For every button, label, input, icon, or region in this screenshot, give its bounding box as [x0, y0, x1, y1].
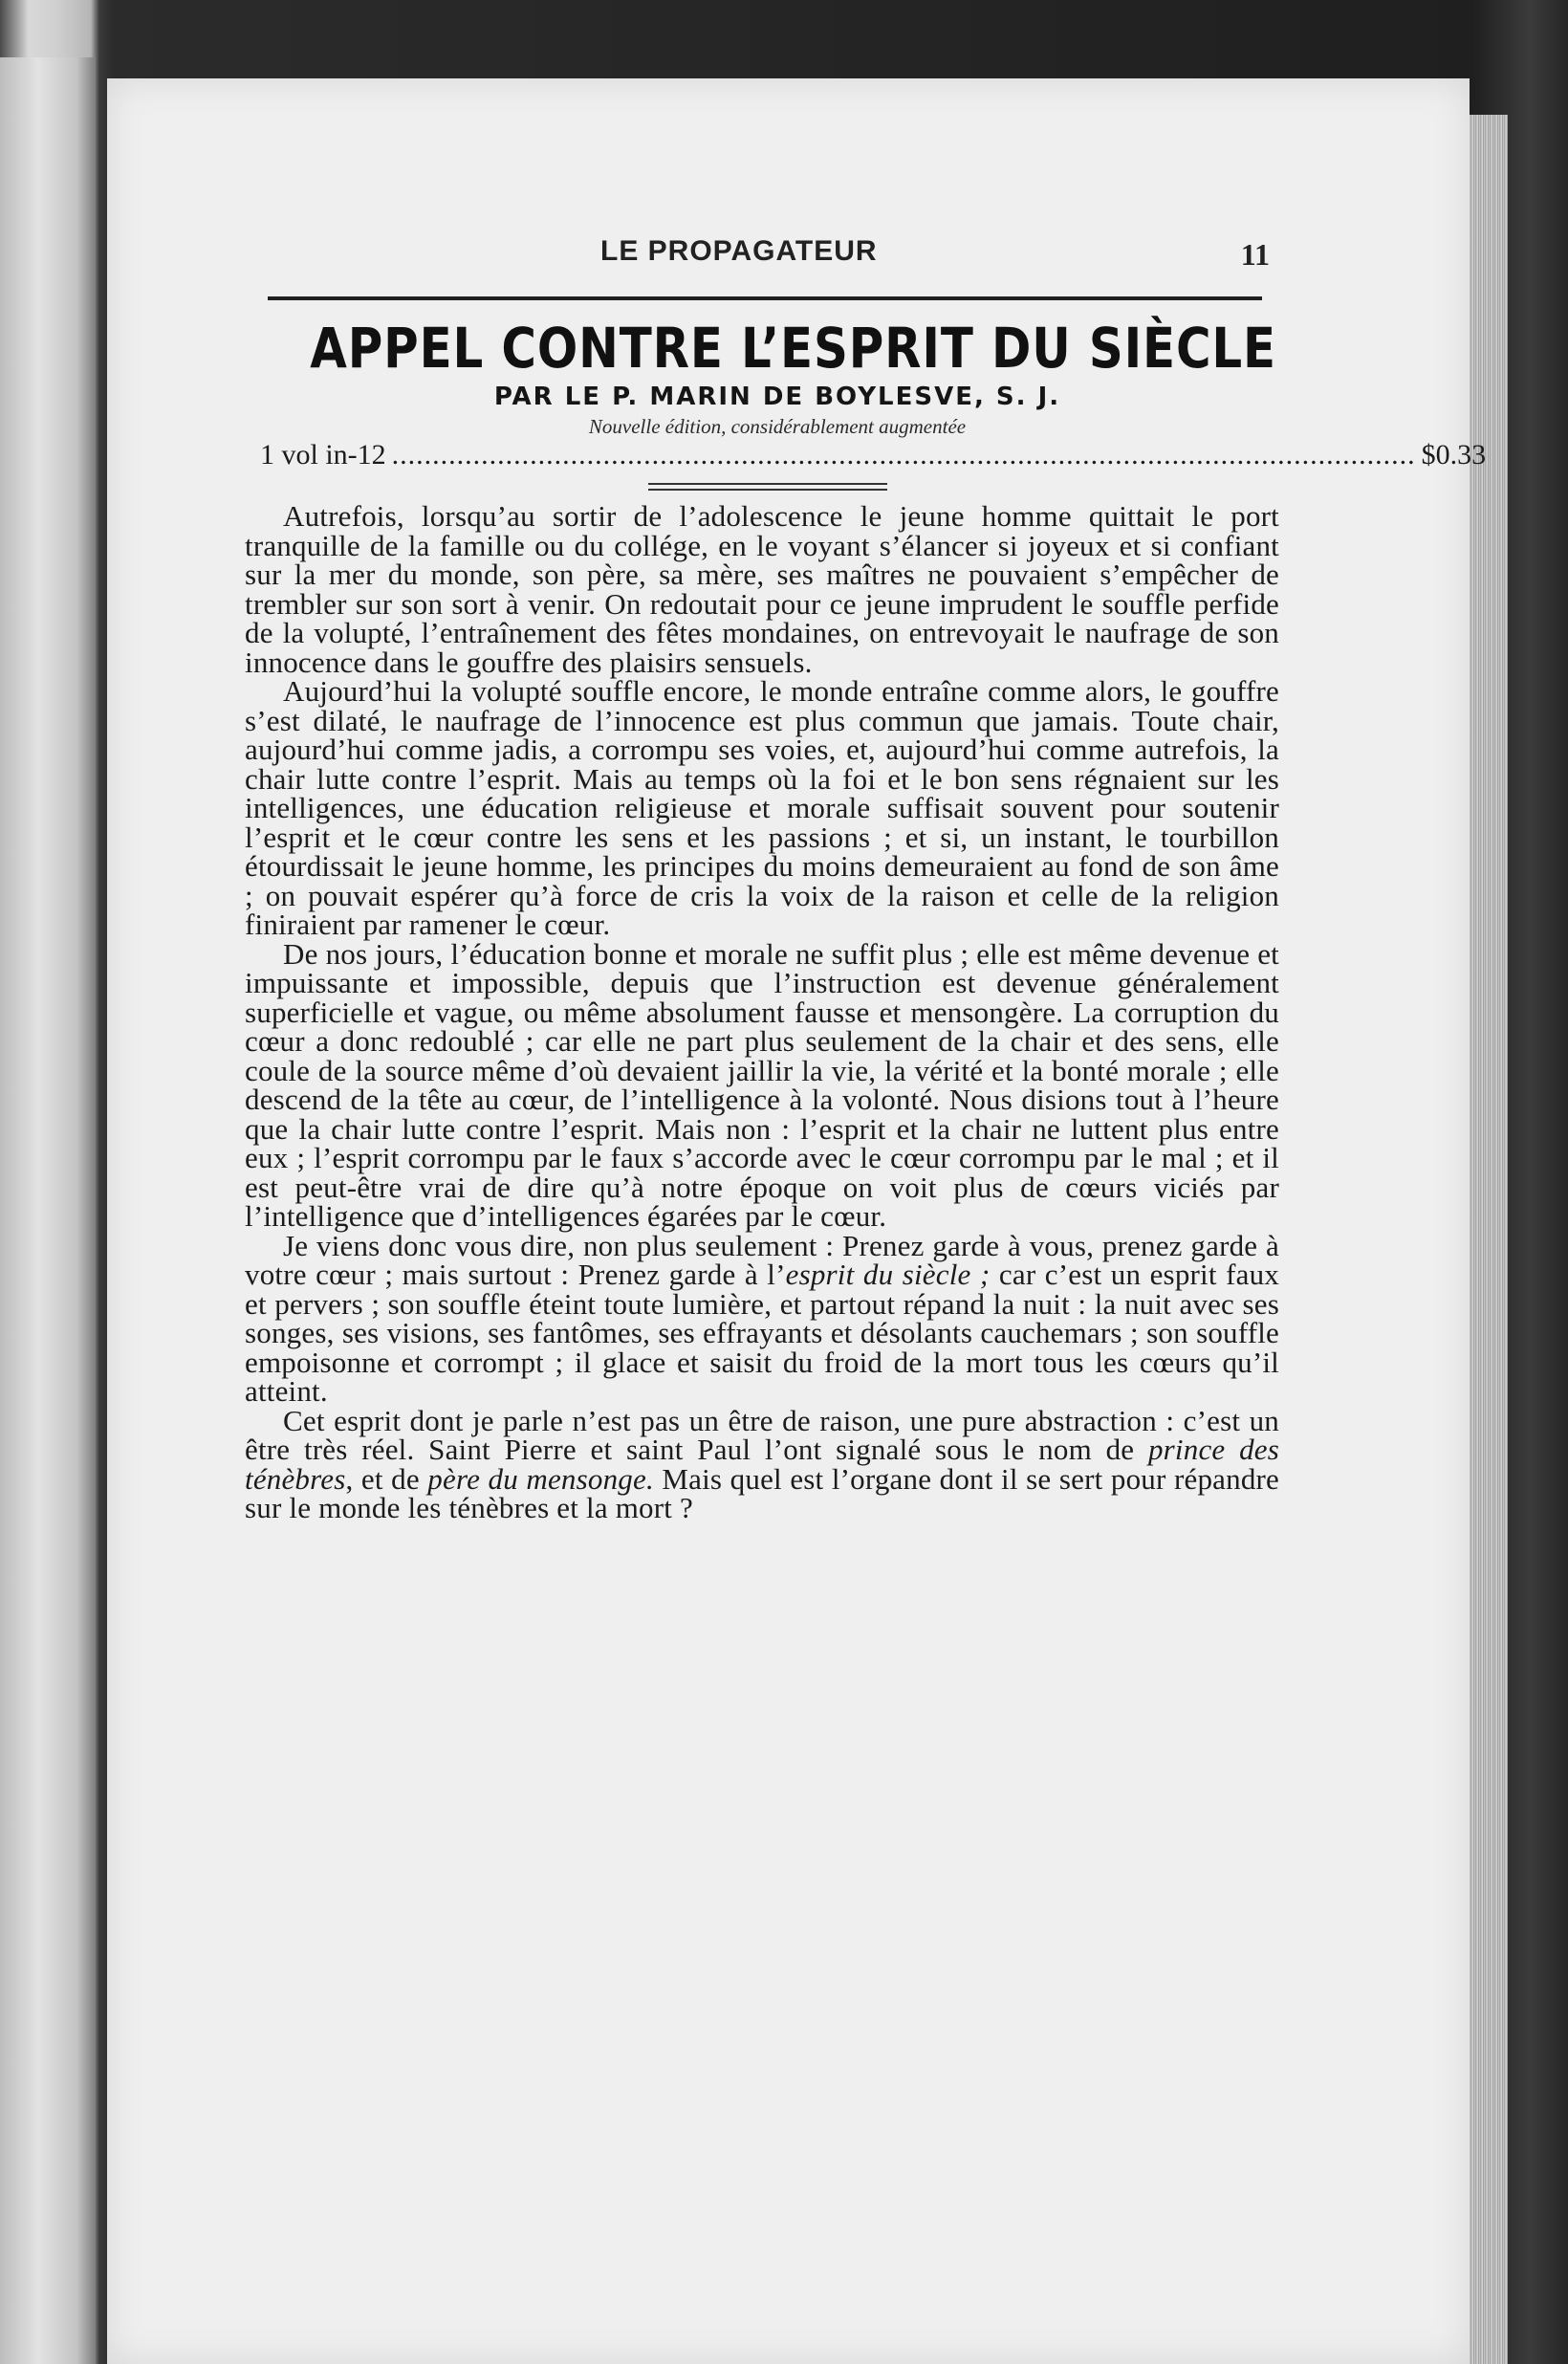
header-rule — [268, 296, 1262, 300]
italic-phrase: père du mensonge. — [427, 1461, 654, 1496]
paragraph-3 — [245, 936, 1279, 1233]
volume-format: 1 vol in-12 — [260, 439, 386, 471]
paragraph-text: Aujourd’hui la volupté souffle encore, le monde entraîne comme alors, le gouffre s’est dilaté, le naufrage de l’innocence est plus commun que jamais. Toute chair, aujourd’hui comme jadis, a corrompu ses voies, et, aujourd’hui comme autrefois, la chair lutte contre l’esprit. Mais au temps où la foi et le bon sens régnaient sur les intelligences, une éducation religieuse et morale suffisait souvent pour soutenir l’esprit et le cœur contre les sens et les passions ; et si, un instant, le tourbillon étourdissait le jeune homme, les principes du moins demeuraient au fond de son âme ; on pouvait espérer qu’à force de cris la voix de la raison et celle de la religion finiraient par ramener le cœur. — [245, 674, 1279, 941]
italic-phrase: esprit du siècle ; — [785, 1258, 991, 1291]
running-head — [237, 235, 1279, 285]
paragraph-2 — [245, 674, 1279, 941]
dot-leader: .............................................................................................................................. — [391, 439, 1416, 471]
article-title: APPEL CONTRE L’ESPRIT DU SIÈCLE — [310, 316, 1277, 381]
paragraph-text: car c’est un esprit faux et pervers ; son souffle éteint toute lumière, et partout répand la nuit : la nuit avec ses songes, ses visions, ses fantômes, ses effrayants et désolants cauchemars ; son souffle empoisonne et corrompt ; il glace et saisit du froid de la mort tous les cœurs qu’il atteint. — [245, 1258, 1279, 1408]
page-content — [237, 235, 1487, 1524]
paragraph-text: De nos jours, l’éducation bonne et morale ne suffit plus ; elle est même devenue et impuissante et impossible, depuis que l’instruction est devenue généralement superficielle et vague, ou même absolument fausse et mensongère. La corruption du cœur a donc redoublé ; car elle ne part plus seulement de la chair et des sens, elle coule de la source même d’où devaient jaillir la vie, la vérité et la bonté morale ; elle descend de la tête au cœur, de l’intelligence à la volonté. Nous disions tout à l’heure que la chair lutte contre l’esprit. Mais non : l’esprit et la chair ne luttent plus entre eux ; l’esprit corrompu par le faux s’accorde avec le cœur corrompu par le mal ; et il est peut-être vrai de dire qu’à notre époque on voit plus de cœurs viciés par l’intelligence que d’intelligences égarées par le cœur. — [245, 936, 1279, 1233]
paragraph-text: Je viens donc vous dire, non plus seulement : Prenez garde à vous, prenez garde à votre cœur ; mais surtout : Prenez garde à l’ — [245, 1228, 1279, 1291]
article-author: PAR LE P. MARIN DE BOYLESVE, S. J. — [493, 383, 1061, 411]
running-head-title: LE PROPAGATEUR — [600, 235, 878, 267]
paragraph-1 — [245, 499, 1279, 679]
section-divider — [648, 483, 887, 491]
page-number: 11 — [1240, 237, 1270, 272]
paragraph-4 — [245, 1228, 1279, 1408]
paragraph-text: Cet esprit dont je parle n’est pas un être de raison, une pure abstraction : c’est un être très réel. Saint Pierre et saint Paul l’ont signalé sous le nom de — [245, 1403, 1279, 1466]
paragraph-text: Autrefois, lorsqu’au sortir de l’adolescence le jeune homme quittait le port tranquille de la famille ou du collége, en le voyant s’élancer si joyeux et si confiant sur la mer du monde, son père, sa mère, ses maîtres ne pouvaient s’empêcher de trembler sur son sort à venir. On redoutait pour ce jeune imprudent le souffle perfide de la volupté, l’entraînement des fêtes mondaines, on entrevoyait le naufrage de son innocence dans le gouffre des plaisirs sensuels. — [245, 499, 1279, 679]
facing-page-edge — [0, 57, 96, 2364]
paragraph-text: Mais quel est l’organe dont il se sert pour répandre sur le monde les ténèbres et la mort ? — [245, 1461, 1280, 1524]
edition-note: Nouvelle édition, considérablement augmentée — [588, 415, 967, 438]
paragraph-5 — [245, 1403, 1280, 1524]
italic-phrase: prince des ténèbres — [245, 1433, 1279, 1496]
article-body — [245, 499, 1280, 1524]
price-line — [260, 439, 1487, 471]
paragraph-text: , et de — [345, 1461, 428, 1496]
price: $0.33 — [1421, 439, 1487, 471]
